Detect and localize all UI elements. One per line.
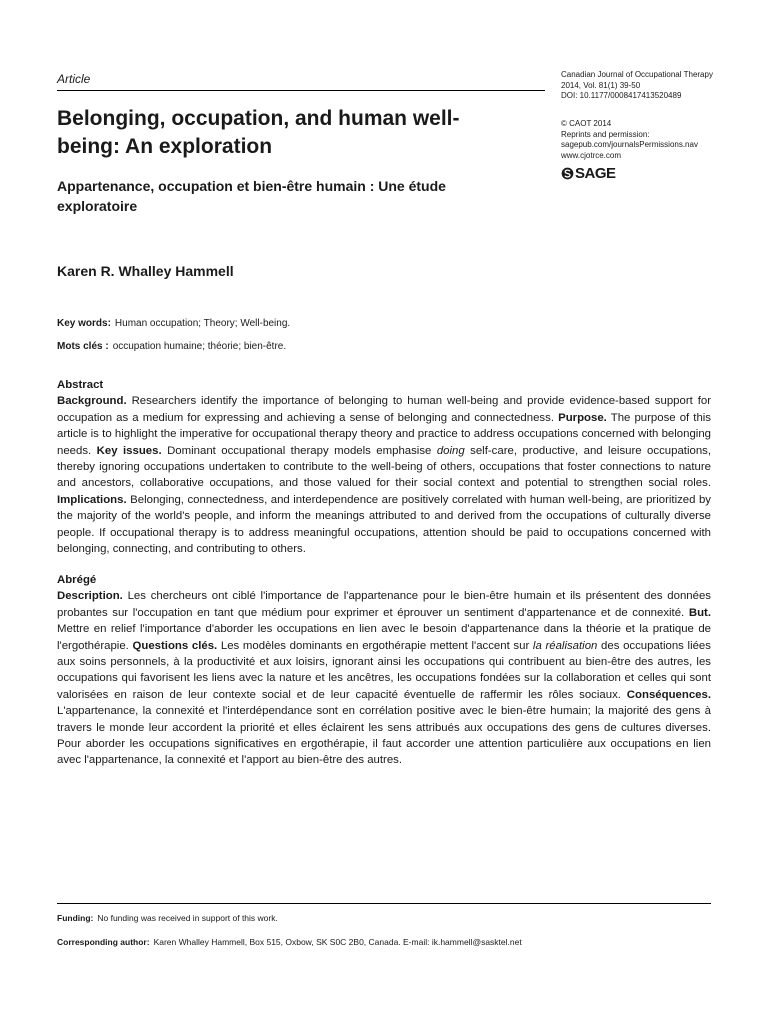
keywords-french (57, 341, 286, 352)
funding-text: No funding was received in support of this work. (97, 913, 278, 923)
corresponding-author-text: Karen Whalley Hammell, Box 515, Oxbow, SK S0C 2B0, Canada. E-mail: ik.hammell@sasktel.net (153, 937, 522, 947)
header-rule (57, 90, 545, 91)
but-text: Mettre en relief l'importance d'aborder les occupations en lien avec le besoin d'appartenance dans la théorie et la pratique de l'ergothérapie. (57, 623, 711, 652)
keywords-fr-label: Mots clés : (57, 341, 109, 352)
journal-volume: 2014, Vol. 81(1) 39-50 (561, 80, 641, 90)
article-title: Belonging, occupation, and human well-being: An exploration (57, 107, 460, 158)
purpose-text: The purpose of this article is to highlight the imperative for occupational therapy theory and practice to address occupations concerned with belonging needs. (57, 411, 711, 457)
key-issues-label: Key issues. (96, 444, 162, 457)
article-title-french: Appartenance, occupation et bien-être humain : Une étude exploratoire (57, 178, 446, 214)
questions-label: Questions clés. (132, 639, 218, 652)
consequences-label: Conséquences. (626, 688, 711, 701)
journal-website-link[interactable]: www.cjotrce.com (561, 150, 622, 160)
but-label: But. (688, 606, 711, 619)
key-issues-text-cont: self-care, productive, and leisure occupations, thereby ignoring occupations undertaken to contribute to the well-being of others, occupations that foster connections to nature and ancestors, collaborative occupations, and those valued for their social context and potential to strengthen social roles. (57, 444, 712, 490)
abstract-french (57, 572, 711, 769)
questions-emphasis: la réalisation (532, 639, 598, 652)
purpose-label: Purpose. (558, 411, 607, 424)
corresponding-author-label: Corresponding author: (57, 937, 150, 947)
footnote-rule (57, 903, 711, 904)
implications-label: Implications. (57, 493, 127, 506)
copyright-notice: © CAOT 2014 (561, 119, 612, 128)
keywords-value: Human occupation; Theory; Well-being. (114, 318, 291, 329)
keywords-label: Key words: (57, 318, 111, 329)
background-text: Researchers identify the importance of belonging to human well-being and provide evidence-based support for occupation as a medium for expressing and achieving a sense of belonging and connectedness. (57, 395, 711, 424)
abrege-heading: Abrégé (57, 574, 97, 586)
description-label: Description. (57, 590, 123, 603)
doi[interactable]: DOI: 10.1177/0008417413520489 (561, 91, 682, 100)
implications-text: Belonging, connectedness, and interdependence are positively correlated with human well-being, are prioritized by the majority of the world's people, and inform the meanings attributed to and derived from the occupations of culturally diverse people. If occupational therapy is to address meaningful occupations, attention should be paid to occupations concerned with belonging, connecting, and contributing to others. (57, 493, 712, 556)
funding-label: Funding: (57, 913, 94, 923)
abstract-english (57, 377, 711, 557)
abstract-heading: Abstract (57, 379, 104, 391)
description-text: Les chercheurs ont ciblé l'importance de l'appartenance pour le bien-être humain et ils présentent des données probantes sur l'occupation en tant que médium pour exprimer et éprouver un sentiment d'appartenance et de connexité. (57, 590, 711, 619)
key-issues-text: Dominant occupational therapy models emphasise (167, 444, 432, 457)
sage-logo (561, 164, 616, 182)
questions-text-cont: des occupations liées aux soins personnels, à la productivité et aux loisirs, ignorant ainsi les occupations qui contribuent au bien-être des autres, les occupations qui favorisent les liens avec la nature et les ancêtres, les occupations fondées sur la collaboration et celles qui sont valorisées en raison de leur contexte social et de leur capacité éventuelle de raffermir les rôles sociaux. (57, 639, 711, 701)
author-name: Karen R. Whalley Hammell (57, 263, 234, 279)
questions-text: Les modèles dominants en ergothérapie mettent l'accent sur (220, 639, 530, 652)
reprints-label: Reprints and permission: (561, 129, 650, 139)
abstract-body (57, 393, 711, 557)
keywords-english (57, 318, 290, 329)
consequences-text: L'appartenance, la connexité et l'interdépendance sont en corrélation positive avec le bien-être humain; la majorité des gens à travers le monde leur accordent la priorité et elles éclairent les sens attribués aux occupations des gens de cultures diverses. Pour aborder les occupations significatives en ergothérapie, il faut accorder une attention particulière aux occupations en lien avec l'appartenance, la connexité et l'apport au bien-être des autres. (57, 705, 711, 767)
sage-mark-icon (561, 167, 574, 180)
funding-footnote (57, 913, 278, 923)
keywords-fr-value: occupation humaine; théorie; bien-être. (112, 341, 287, 352)
abrege-body (57, 588, 711, 768)
article-type-label: Article (57, 72, 91, 86)
copyright-block (561, 119, 761, 161)
sage-wordmark: SAGE (575, 164, 616, 182)
reprints-link[interactable]: sagepub.com/journalsPermissions.nav (561, 140, 698, 149)
journal-info (561, 70, 761, 102)
background-label: Background. (57, 395, 127, 408)
corresponding-author-footnote (57, 937, 522, 947)
journal-name: Canadian Journal of Occupational Therapy (561, 70, 713, 79)
key-issues-emphasis: doing (436, 444, 465, 457)
